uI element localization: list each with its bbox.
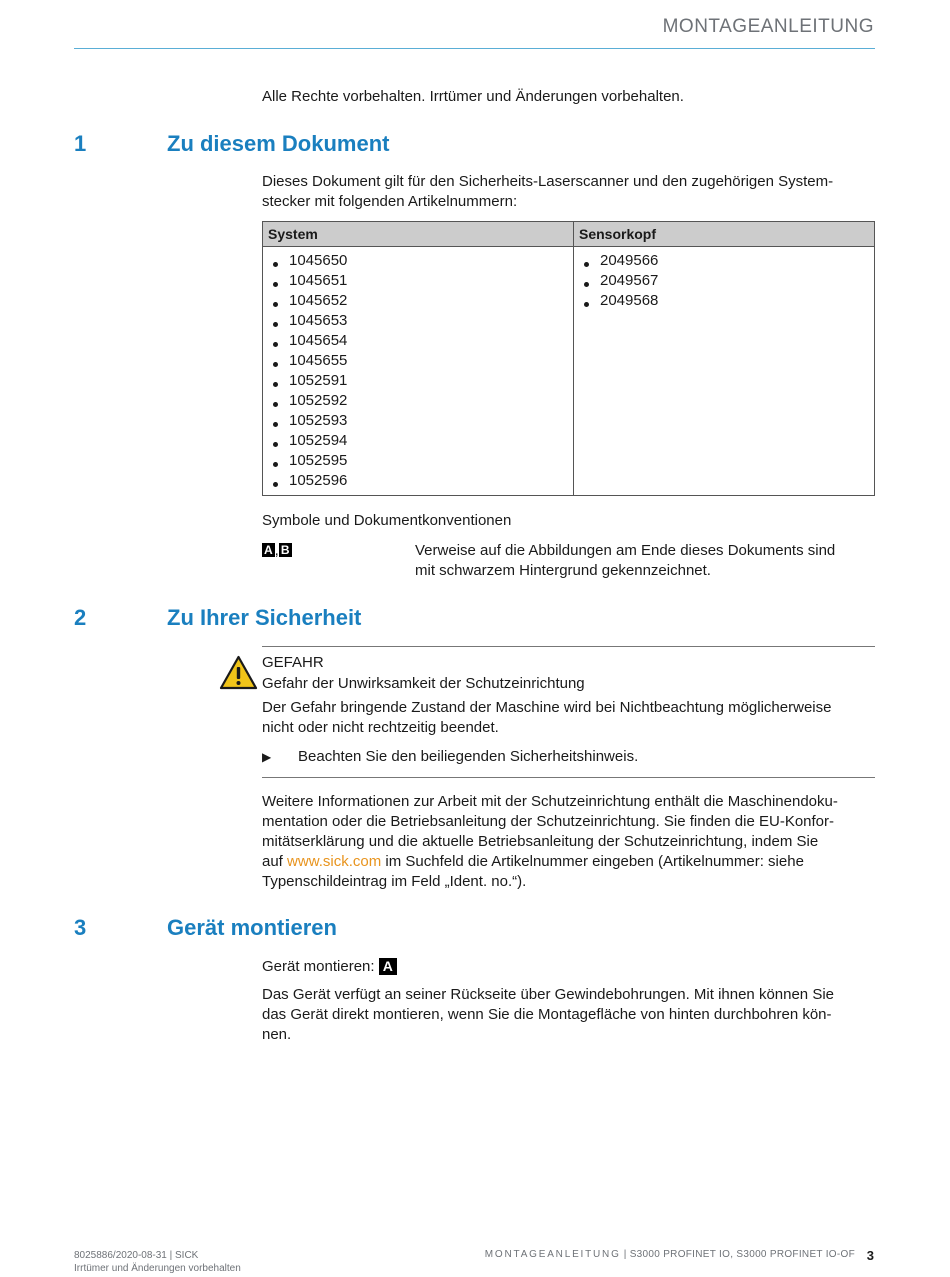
- further-info-paragraph: Weitere Informationen zur Arbeit mit der Schutzeinrichtung enthält die Maschinendoku- mentation oder die Betriebsanleitung der Schutzeinrichtung. Sie finden die EU-Konfor- mitätserklärung und die aktuelle Betriebsanleitung der Schutzeinrichtung, indem Sie auf www.sick.com im Suchfeld die Artikelnummer eingeben (Artikelnummer: siehe Typenschildeintrag im Feld „Ident. no.“).: [262, 793, 838, 890]
- conventions-description: Verweise auf die Abbildungen am Ende dieses Dokuments sind mit schwarzem Hintergrund gekennzeichnet.: [415, 542, 836, 579]
- action-arrow-icon: ▶: [262, 750, 272, 764]
- warning-subtitle: Gefahr der Unwirksamkeit der Schutzeinrichtung: [262, 675, 585, 692]
- section-2-number: 2: [74, 605, 87, 630]
- system-article-number: 1052593: [268, 411, 568, 431]
- bullet-icon: [273, 322, 278, 327]
- section-1-paragraph: Dieses Dokument gilt für den Sicherheits-Laserscanner und den zugehörigen System- stecker mit folgenden Artikelnummern:: [262, 173, 834, 210]
- bullet-icon: [273, 462, 278, 467]
- bullet-icon: [273, 362, 278, 367]
- system-article-number: 1052592: [268, 391, 568, 411]
- system-article-number: 1045655: [268, 351, 568, 371]
- mounting-step: Gerät montieren: A: [262, 957, 397, 977]
- section-3-number: 3: [74, 915, 87, 940]
- mounting-paragraph: Das Gerät verfügt an seiner Rückseite über Gewindebohrungen. Mit ihnen können Sie das Gerät direkt montieren, wenn Sie die Montagefläche von hinten durchbohren kön- nen.: [262, 986, 834, 1043]
- bullet-icon: [273, 302, 278, 307]
- system-article-number: 1045653: [268, 311, 568, 331]
- figure-reference-badge-a-mount: A: [379, 958, 397, 975]
- system-article-number: 1052595: [268, 451, 568, 471]
- table-header-system: System: [263, 222, 574, 247]
- sensorkopf-article-number: 2049568: [579, 291, 869, 311]
- bullet-icon: [273, 422, 278, 427]
- warning-text: Der Gefahr bringende Zustand der Maschine wird bei Nichtbeachtung möglicherweise nicht oder nicht rechtzeitig beendet.: [262, 699, 832, 736]
- system-article-number: 1052596: [268, 471, 568, 491]
- sensorkopf-cell: [574, 247, 875, 496]
- system-article-number: 1045652: [268, 291, 568, 311]
- conventions-symbols: A , B: [264, 542, 290, 559]
- document-type-header: MONTAGEANLEITUNG: [662, 16, 874, 37]
- system-article-number: 1045651: [268, 271, 568, 291]
- page-number: 3: [866, 1248, 874, 1263]
- bullet-icon: [273, 402, 278, 407]
- system-article-number: 1052594: [268, 431, 568, 451]
- bullet-icon: [273, 482, 278, 487]
- rights-notice: Alle Rechte vorbehalten. Irrtümer und Änderungen vorbehalten.: [262, 88, 684, 105]
- warning-triangle-icon: [219, 655, 258, 690]
- footer-note: Irrtümer und Änderungen vorbehalten: [74, 1263, 241, 1274]
- section-2-title: Zu Ihrer Sicherheit: [167, 605, 362, 630]
- article-number-table: [262, 221, 875, 496]
- warning-action: Beachten Sie den beiliegenden Sicherheitshinweis.: [298, 748, 639, 765]
- sensorkopf-article-number: 2049566: [579, 251, 869, 271]
- bullet-icon: [584, 262, 589, 267]
- section-1-number: 1: [74, 131, 87, 156]
- table-header-sensorkopf: Sensorkopf: [574, 222, 875, 247]
- bullet-icon: [584, 302, 589, 307]
- bullet-icon: [273, 382, 278, 387]
- conventions-heading: Symbole und Dokumentkonventionen: [262, 512, 512, 529]
- system-number-list: [268, 251, 568, 491]
- warning-label: GEFAHR: [262, 654, 324, 671]
- footer-doc-id: 8025886/2020-08-31 | SICK: [74, 1250, 199, 1261]
- warning-bottom-rule: [262, 777, 875, 778]
- bullet-icon: [273, 442, 278, 447]
- warning-top-rule: [262, 646, 875, 647]
- figure-reference-badge-a: A: [264, 543, 273, 557]
- system-article-number: 1052591: [268, 371, 568, 391]
- bullet-icon: [273, 262, 278, 267]
- system-cell: [263, 247, 574, 496]
- bullet-icon: [584, 282, 589, 287]
- bullet-icon: [273, 282, 278, 287]
- section-3-title: Gerät montieren: [167, 915, 337, 940]
- section-1-title: Zu diesem Dokument: [167, 131, 390, 156]
- bullet-icon: [273, 342, 278, 347]
- footer-document-title: MONTAGEANLEITUNG | S3000 PROFINET IO, S3000 PROFINET IO-OF: [484, 1249, 855, 1260]
- footer-doc-info: [74, 1249, 241, 1275]
- figure-reference-badge-b: B: [280, 543, 290, 557]
- header-divider: [74, 48, 875, 49]
- sick-website-link[interactable]: www.sick.com: [287, 853, 382, 870]
- system-article-number: 1045654: [268, 331, 568, 351]
- sensorkopf-number-list: [579, 251, 869, 311]
- system-article-number: 1045650: [268, 251, 568, 271]
- sensorkopf-article-number: 2049567: [579, 271, 869, 291]
